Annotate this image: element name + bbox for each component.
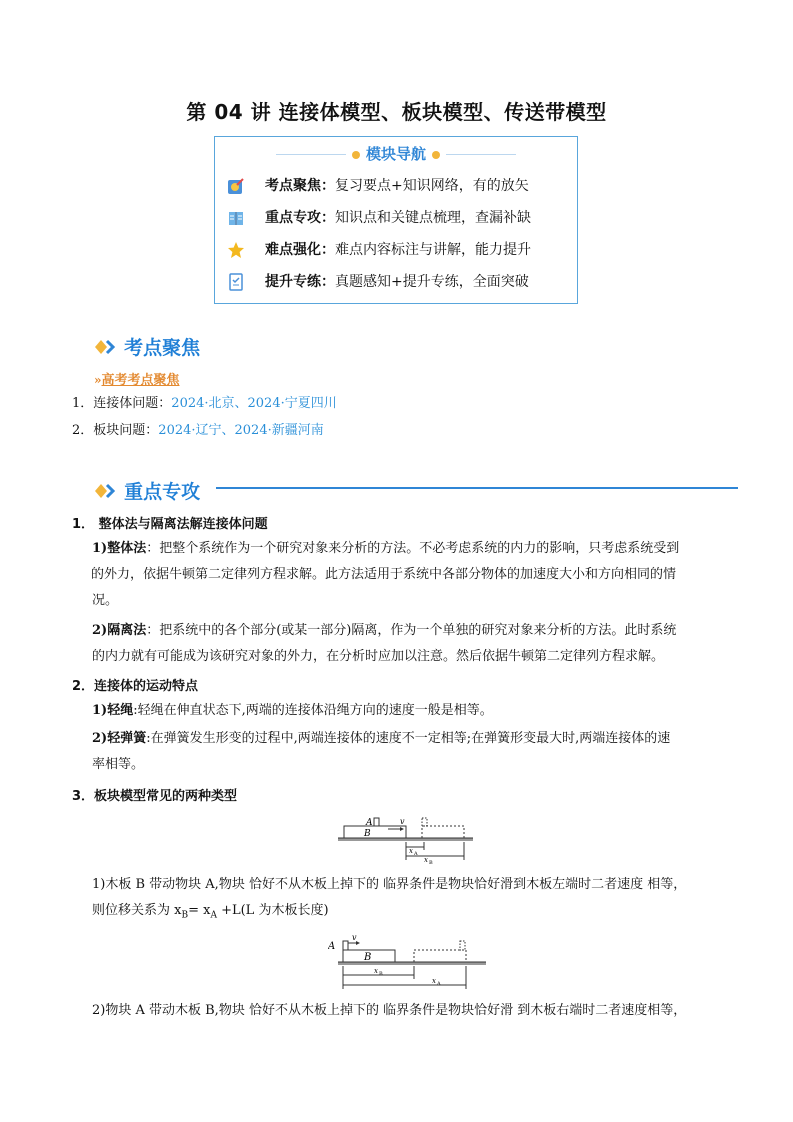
heading-2: 2．连接体的运动特点 (72, 679, 199, 694)
nav-row-hard: 难点强化：难点内容标注与讲解，能力提升 (227, 239, 531, 259)
fig1-label-xb: x (424, 856, 428, 864)
board-figure-2 (328, 933, 488, 991)
fig1-label-a: A (366, 818, 373, 828)
module-nav-box (214, 136, 578, 304)
paragraph-whole: 1)整体法：把整个系统作为一个研究对象来分析的方法。不必考虑系统的内力的影响，只考虑系统受到 的外力，依据牛顿第二定律列方程求解。此方法适用于系统中各部分物体的加速度大小和方向相同的情 况。 (91, 541, 680, 608)
fig2-label-xa: x (432, 977, 436, 985)
paragraph-spring: 2)轻弹簧:在弹簧发生形变的过程中,两端连接体的速度不一定相等;在弹簧形变最大时,两端连接体的速 率相等。 (92, 731, 671, 772)
fig2-label-xb: x (374, 967, 378, 975)
fig1-label-v: v (400, 817, 405, 826)
nav-heading: 模块导航 (215, 143, 577, 164)
fig1-label-xa: x (409, 847, 413, 855)
page-title: 第 04 讲 连接体模型、板块模型、传送带模型 (186, 100, 607, 124)
board-figure-1 (338, 812, 473, 864)
fig2-label-xa-sub: A (437, 981, 441, 987)
paragraph-type2: 2)物块 A 带动木板 B,物块 恰好不从木板上掉下的 临界条件是物块恰好滑 到木板右端时二者速度相等， (92, 1003, 687, 1018)
checklist-icon (227, 273, 245, 291)
diamond-arrow-icon (95, 339, 119, 355)
nav-row-practice: 提升专练：真题感知+提升专练，全面突破 (227, 271, 529, 291)
paragraph-isolate: 2)隔离法：把系统中的各个部分(或某一部分)隔离，作为一个单独的研究对象来分析的方法。此时系统 的内力就有可能成为该研究对象的外力，在分析时应加以注意。然后依据牛顿第二定律列方程求解。 (92, 623, 677, 664)
section-divider (216, 487, 738, 489)
fig1-label-b: B (364, 829, 371, 839)
list-item: 1．连接体问题：2024·北京、2024·宁夏四川 (72, 396, 337, 411)
section-key-heading: 重点专攻 (95, 477, 200, 504)
exam-links[interactable]: 2024·北京、2024·宁夏四川 (171, 396, 337, 411)
fig2-label-xb-sub: B (379, 971, 383, 977)
star-icon (227, 241, 245, 259)
heading-1: 1． 整体法与隔离法解连接体问题 (72, 517, 268, 532)
book-icon (227, 209, 245, 227)
heading-3: 3．板块模型常见的两种类型 (72, 789, 238, 804)
sub-heading-link[interactable]: 高考考点聚焦 (101, 373, 180, 388)
fig1-label-xb-sub: B (429, 860, 433, 864)
diamond-arrow-icon (95, 483, 119, 499)
nav-row-key: 重点专攻：知识点和关键点梳理，查漏补缺 (227, 207, 531, 227)
exam-links[interactable]: 2024·辽宁、2024·新疆河南 (158, 423, 324, 438)
section-focus-heading: 考点聚焦 (95, 333, 200, 360)
fig2-label-b: B (364, 952, 372, 963)
fig2-label-v: v (352, 933, 357, 942)
sub-heading (94, 369, 180, 388)
double-chevron-icon: » (94, 373, 102, 387)
list-item: 2．板块问题：2024·辽宁、2024·新疆河南 (72, 423, 324, 438)
target-icon (227, 177, 245, 195)
fig1-label-xa-sub: A (414, 851, 418, 857)
paragraph-rope: 1)轻绳:轻绳在伸直状态下,两端的连接体沿绳方向的速度一般是相等。 (92, 703, 493, 718)
fig2-label-a: A (328, 941, 336, 952)
paragraph-type1: 1)木板 B 带动物块 A,物块 恰好不从木板上掉下的 临界条件是物块恰好滑到木板左端时二者速度 相等， 则位移关系为 $x_B= x_A +L(L$ 为木板长度) (92, 877, 687, 921)
nav-row-focus: 考点聚焦：复习要点+知识网络，有的放矢 (227, 175, 529, 195)
